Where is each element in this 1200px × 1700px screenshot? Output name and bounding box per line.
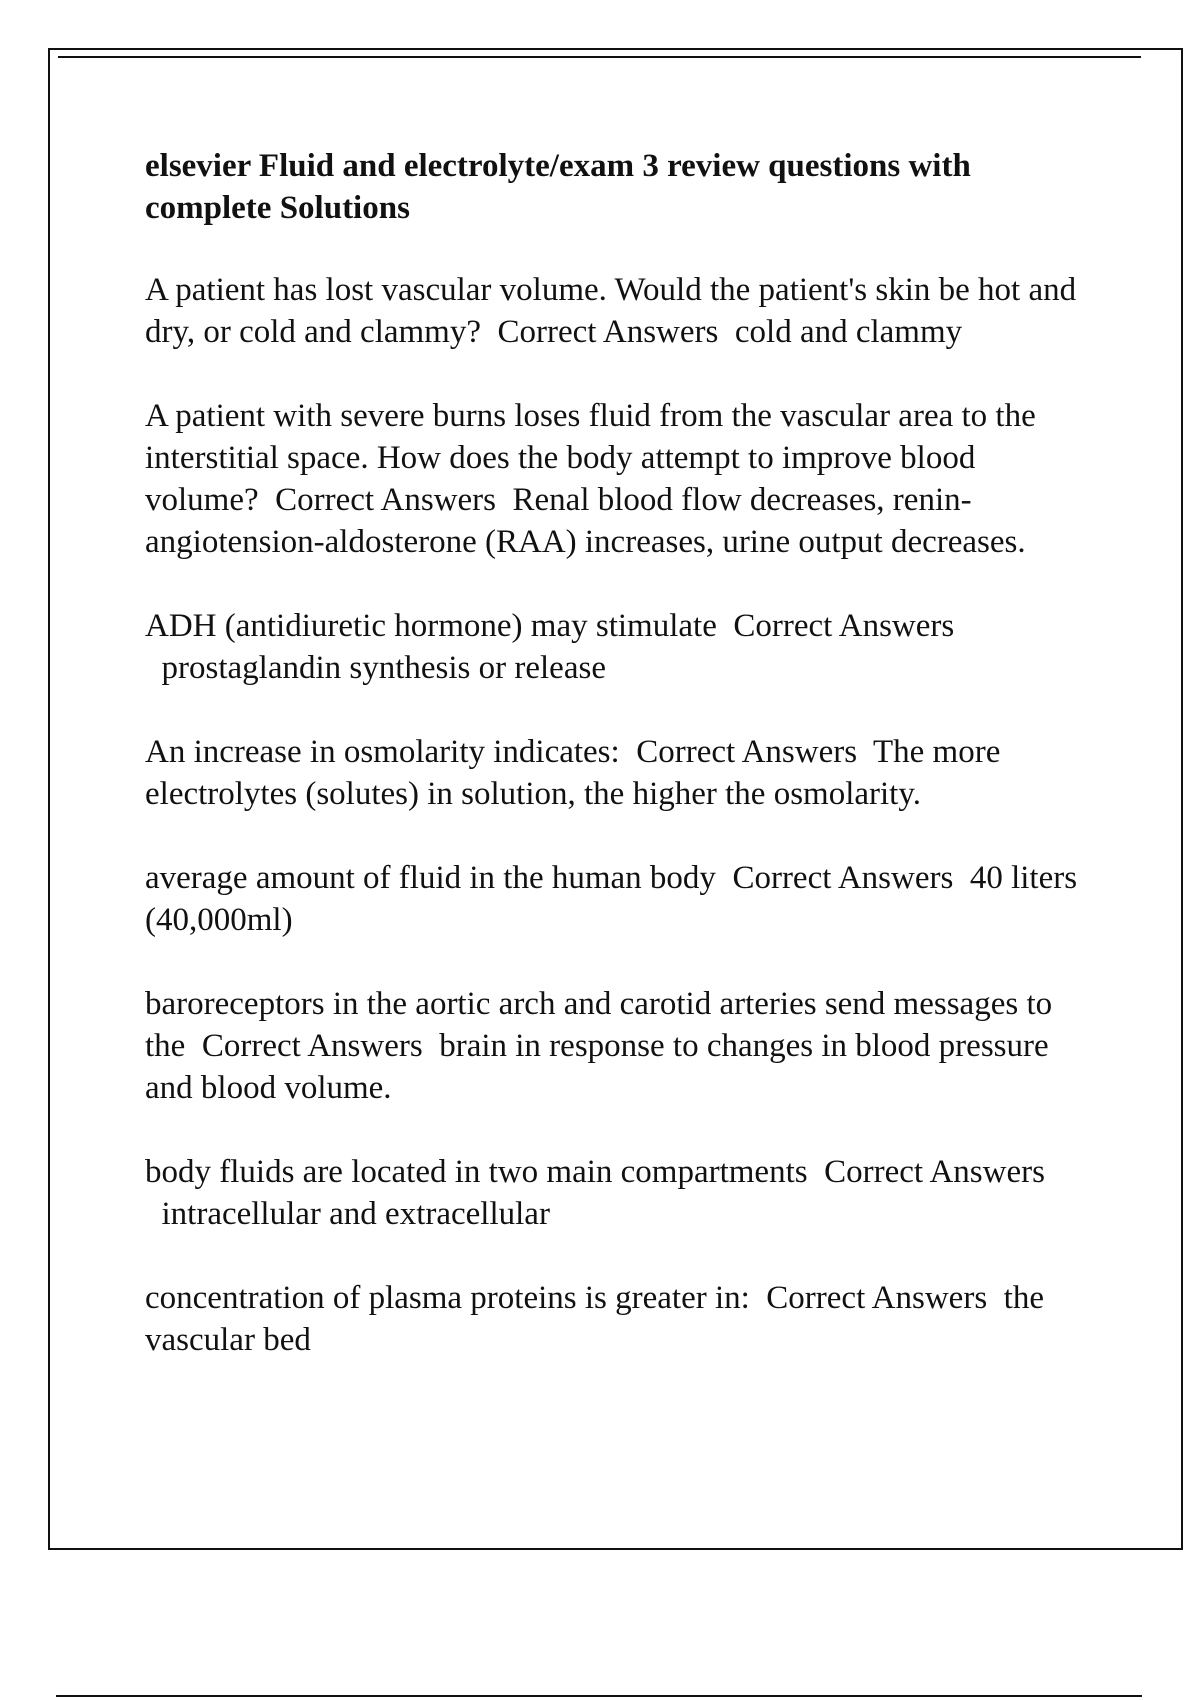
answer-marker: Correct Answers: [201, 1028, 423, 1064]
qa-item: [145, 857, 1095, 941]
answer-marker: Correct Answers: [497, 314, 719, 350]
qa-item: [145, 1277, 1095, 1361]
answer-text: the vascular bed: [145, 1280, 1044, 1358]
question-text: A patient with severe burns loses fluid from the vascular area to the interstitial space. How does the body attempt to improve blood volume?: [145, 398, 1036, 518]
answer-marker: Correct Answers: [733, 608, 955, 644]
question-text: concentration of plasma proteins is greater in:: [145, 1280, 750, 1316]
question-text: An increase in osmolarity indicates:: [145, 734, 620, 770]
answer-text: intracellular and extracellular: [161, 1196, 550, 1232]
answer-marker: Correct Answers: [766, 1280, 988, 1316]
answer-text: cold and clammy: [734, 314, 963, 350]
answer-text: 40 liters (40,000ml): [145, 860, 1078, 938]
answer-marker: Correct Answers: [636, 734, 858, 770]
question-text: baroreceptors in the aortic arch and carotid arteries send messages to the: [145, 986, 1053, 1064]
qa-item: [145, 731, 1095, 815]
top-rule: [58, 56, 1141, 58]
question-text: average amount of fluid in the human body: [145, 860, 716, 896]
answer-marker: Correct Answers: [824, 1154, 1045, 1190]
answer-text: Renal blood flow decreases, renin-angiotension-aldosterone (RAA) increases, urine output decreases.: [145, 482, 1026, 560]
qa-item: [145, 983, 1095, 1109]
bottom-rule: [56, 1695, 1142, 1697]
qa-item: [145, 1151, 1095, 1235]
answer-text: The more electrolytes (solutes) in solution, the higher the osmolarity.: [145, 734, 1001, 812]
question-text: body fluids are located in two main compartments: [145, 1154, 808, 1190]
qa-item: [145, 395, 1095, 563]
answer-marker: Correct Answers: [732, 860, 954, 896]
answer-text: prostaglandin synthesis or release: [161, 650, 606, 686]
document-content: [145, 145, 1095, 1403]
document-title: elsevier Fluid and electrolyte/exam 3 review questions with complete Solutions: [145, 148, 971, 226]
answer-marker: Correct Answers: [275, 482, 497, 518]
answer-text: brain in response to changes in blood pressure and blood volume.: [145, 1028, 1049, 1106]
qa-item: [145, 269, 1095, 353]
question-text: A patient has lost vascular volume. Would the patient's skin be hot and dry, or cold and clammy?: [145, 272, 1077, 350]
question-text: ADH (antidiuretic hormone) may stimulate: [145, 608, 717, 644]
qa-item: [145, 605, 1095, 689]
